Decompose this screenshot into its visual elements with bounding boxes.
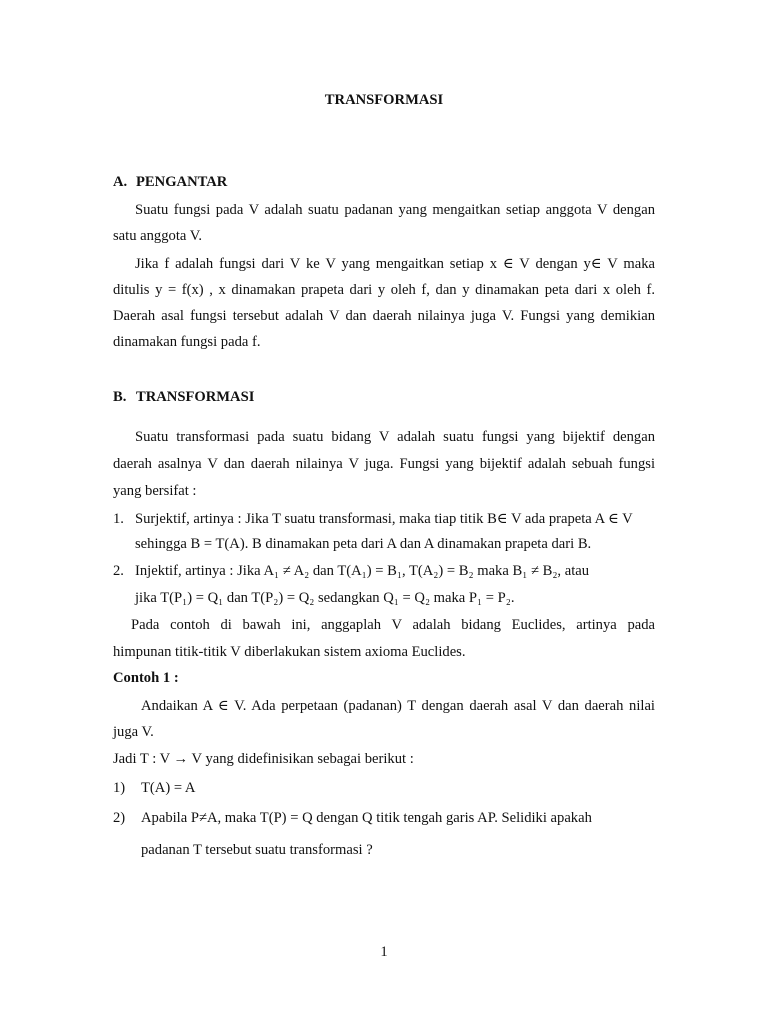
section-a-p2-line1: Jika f adalah fungsi dari V ke V yang mengaitkan setiap x ∈ V dengan y∈ V maka	[135, 256, 655, 272]
example-line3: Jadi T : V → V yang didefinisikan sebagai berikut :	[113, 751, 414, 767]
section-a-title: PENGANTAR	[136, 174, 228, 190]
injektif-line2: jika T(P₁) = Q₁ dan T(P₂) = Q₂ sedangkan Q₁ = Q₂ maka P₁ = P₂.	[135, 590, 515, 606]
section-b-p1-line3: yang bersifat :	[113, 483, 197, 499]
example-item-1	[113, 780, 195, 797]
injektif-line1: Injektif, artinya : Jika A₁ ≠ A₂ dan T(A₁) = B₁, T(A₂) = B₂ maka B₁ ≠ B₂, atau	[135, 563, 590, 579]
section-b-p2-line2: himpunan titik-titik V diberlakukan sistem axioma Euclides.	[113, 644, 466, 660]
list-item-injektif	[113, 563, 589, 580]
example-item-1-text: T(A) = A	[141, 780, 196, 796]
example-item-2	[113, 810, 592, 827]
example-heading: Contoh 1 :	[113, 670, 179, 686]
section-a-p1-line1: Suatu fungsi pada V adalah suatu padanan yang mengaitkan setiap anggota V dengan	[135, 202, 655, 218]
list-marker: 2)	[113, 810, 126, 826]
list-item-surjektif	[113, 510, 633, 528]
example-line2: juga V.	[113, 724, 154, 740]
document-title: TRANSFORMASI	[324, 92, 444, 108]
page-number: 1	[380, 944, 388, 960]
surjektif-line1: Surjektif, artinya : Jika T suatu transformasi, maka tiap titik B∈ V ada prapeta A ∈ V	[135, 511, 633, 527]
section-b-heading	[113, 389, 254, 406]
surjektif-line2: sehingga B = T(A). B dinamakan peta dari A dan A dinamakan prapeta dari B.	[135, 536, 592, 552]
section-b-p1-line2: daerah asalnya V dan daerah nilainya V juga. Fungsi yang bijektif adalah sebuah fungsi	[113, 456, 655, 472]
section-a-heading	[113, 174, 227, 191]
section-a-number: A.	[113, 174, 128, 190]
list-marker: 1)	[113, 780, 126, 796]
example-item-2-line1: Apabila P≠A, maka T(P) = Q dengan Q titik tengah garis AP. Selidiki apakah	[141, 810, 592, 826]
section-b-p1-line1: Suatu transformasi pada suatu bidang V adalah suatu fungsi yang bijektif dengan	[135, 429, 655, 445]
example-line1: Andaikan A ∈ V. Ada perpetaan (padanan) T dengan daerah asal V dan daerah nilai	[141, 698, 655, 714]
section-b-title: TRANSFORMASI	[136, 389, 255, 405]
list-marker: 2.	[113, 563, 124, 579]
section-a-p2-line2: ditulis y = f(x) , x dinamakan prapeta dari y oleh f, dan y dinamakan peta dari x oleh f.	[113, 282, 655, 298]
section-b-p2-line1: Pada contoh di bawah ini, anggaplah V adalah bidang Euclides, artinya pada	[131, 617, 655, 633]
section-b-number: B.	[113, 389, 127, 405]
section-a-p2-line4: dinamakan fungsi pada f.	[113, 334, 261, 350]
list-marker: 1.	[113, 511, 124, 527]
section-a-p1-line2: satu anggota V.	[113, 228, 203, 244]
example-item-2-line2: padanan T tersebut suatu transformasi ?	[141, 842, 373, 858]
section-a-p2-line3: Daerah asal fungsi tersebut adalah V dan daerah nilainya juga V. Fungsi yang demikian	[113, 308, 655, 324]
